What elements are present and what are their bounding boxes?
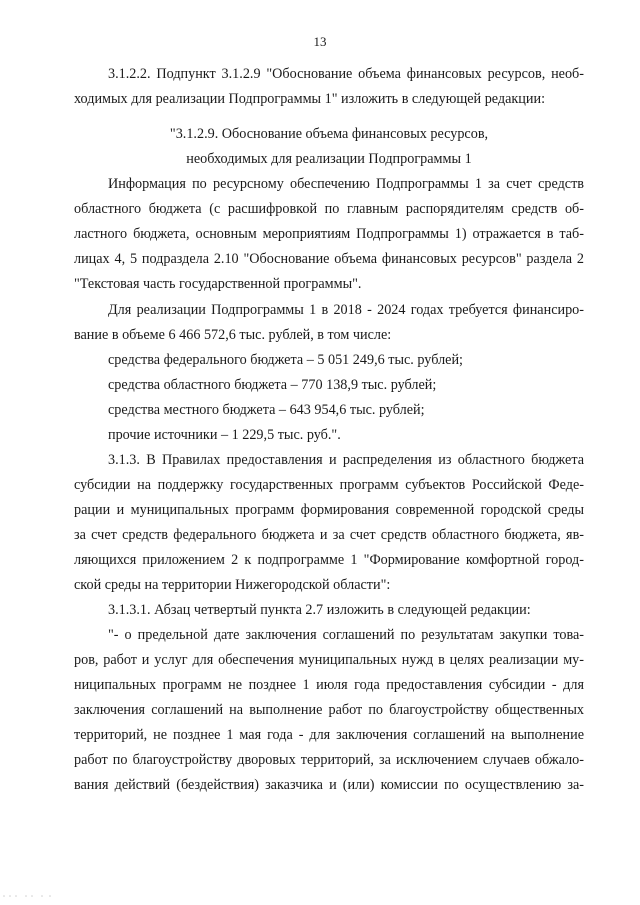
text-line: территорий, не позднее 1 мая года - для заключения соглашений на выполнение: [74, 727, 584, 743]
text-line: 3.1.3. В Правилах предоставления и распределения из областного бюджета: [108, 452, 584, 468]
text-line: 3.1.3.1. Абзац четвертый пункта 2.7 изложить в следующей редакции:: [108, 602, 531, 618]
text-line: ров, работ и услуг для обеспечения муниципальных нужд в целях реализации му-: [74, 652, 584, 668]
paragraph-deadline-clause: [74, 623, 584, 798]
text-line: ляющихся приложением 2 к подпрограмме 1 "Формирование комфортной город-: [74, 552, 584, 568]
heading-line: "3.1.2.9. Обоснование объема финансовых ресурсов,: [169, 126, 489, 142]
text-line: 3.1.2.2. Подпункт 3.1.2.9 "Обоснование объема финансовых ресурсов, необ-: [108, 66, 584, 82]
scan-artifact: [2, 893, 62, 901]
text-line: "- о предельной дате заключения соглашений по результатам закупки това-: [108, 627, 584, 643]
paragraph-funding-total: [74, 298, 584, 348]
paragraph-subsidy-rules: [74, 448, 584, 598]
heading-line: необходимых для реализации Подпрограммы 1: [186, 151, 472, 167]
text-line: заключения соглашений на выполнение работ по благоустройству общественных: [74, 702, 584, 718]
section-heading: [74, 122, 584, 172]
text-line: ниципальных программ не позднее 1 июля года предоставления субсидии - для: [74, 677, 584, 693]
list-item: средства местного бюджета – 643 954,6 тыс. рублей;: [108, 402, 425, 418]
text-line: областного бюджета (с расшифровкой по главным распорядителям средств об-: [74, 201, 584, 217]
text-line: ской среды на территории Нижегородской области":: [74, 577, 391, 593]
list-item: прочие источники – 1 229,5 тыс. руб.".: [108, 427, 341, 443]
text-line: Для реализации Подпрограммы 1 в 2018 - 2024 годах требуется финансиро-: [108, 302, 584, 318]
text-line: лицах 4, 5 подраздела 2.10 "Обоснование объема финансовых ресурсов" раздела 2: [74, 251, 584, 267]
scan-dots-icon: [2, 893, 62, 899]
text-line: ластного бюджета, основным мероприятиям Подпрограммы 1) отражается в таб-: [74, 226, 584, 242]
text-line: рации и муниципальных программ формирования современной городской среды: [74, 502, 584, 518]
text-line: субсидии на поддержку государственных программ субъектов Российской Феде-: [74, 477, 584, 493]
text-line: работ по благоустройству дворовых территорий, за исключением случаев обжало-: [74, 752, 584, 768]
funding-sources-list: [74, 348, 584, 448]
text-line: ходимых для реализации Подпрограммы 1" изложить в следующей редакции:: [74, 91, 546, 107]
text-line: вания действий (бездействия) заказчика и (или) комиссии по осуществлению за-: [74, 777, 584, 793]
text-line: "Текстовая часть государственной программы".: [74, 276, 362, 292]
list-item: средства областного бюджета – 770 138,9 тыс. рублей;: [108, 377, 437, 393]
paragraph-amendment-intro: [74, 62, 584, 112]
text-line: вание в объеме 6 466 572,6 тыс. рублей, в том числе:: [74, 327, 392, 343]
paragraph-clause-amendment: [74, 598, 584, 623]
paragraph-resource-info: [74, 172, 584, 297]
text-line: за счет средств федерального бюджета и за счет средств областного бюджета, яв-: [74, 527, 584, 543]
page-number: 13: [313, 34, 327, 49]
text-line: Информация по ресурсному обеспечению Подпрограммы 1 за счет средств: [108, 176, 584, 192]
list-item: средства федерального бюджета – 5 051 249,6 тыс. рублей;: [108, 352, 463, 368]
